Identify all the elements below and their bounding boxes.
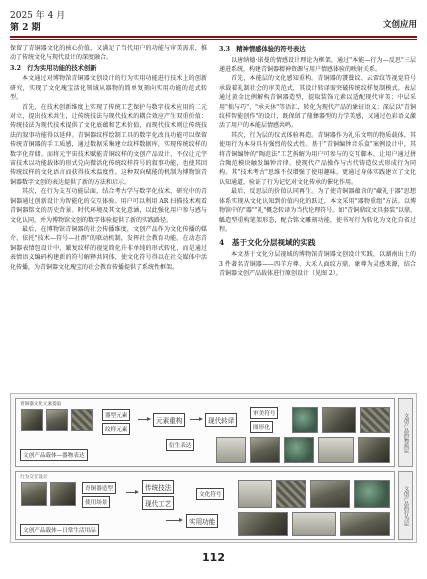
product-image [284, 437, 314, 463]
pattern-image [276, 480, 306, 508]
product-image [310, 480, 350, 508]
product-image [318, 437, 354, 463]
product-image [340, 512, 390, 536]
pattern-image [360, 407, 390, 433]
paragraph: 保留了青铜器文化的核心价值，又满足了当代用户的功能与审美需求，推动了传统文化与现代设计的深度融合。 [10, 45, 207, 62]
diagram-node: 器型元素 [102, 409, 130, 421]
header-year-month: 2025 年 4 月 [10, 11, 66, 21]
product-image [358, 437, 390, 463]
product-image [216, 437, 246, 463]
bronze-vessel-image [21, 409, 43, 431]
product-image [250, 437, 280, 463]
diagram-node: 图形化 [250, 421, 273, 433]
paragraph: 本文基于文化分层视域的博物馆青铜器文创设计实践，以湖南出土的 3 件著名青铜器——四羊方尊、大禾人面纹方鼎、象尊为灵感来源，结合青铜器文创产品载体进行原创设计（见图 2）。 [219, 251, 416, 278]
paragraph: 首先，在技术创新维度上实现了传统工艺保护与数字技术应用的二元对立，提出技术共生，让传统技法与现代技术的耦合效应产生双重价值：传统技法为现代技术提供了文化底蕴和艺术价值，而现代技术则让传统技法的叙事功能得以延伸。青铜器纹样绘制工具的数字化改良功能可以保留传统青铜器的手工质感，通过数据采集建立纹样数据库，实现传统纹样的数字化存储。而将元宇宙技术赋能青铜纹样的文创产品设计，不仅让元宇宙技术以功能载体的形式兑向微活化传统纹样符号的叙事功能，也使其因传统纹样的文化语言而获得技术温度性。这种双向赋能的机制为博物馆青铜器数字文创的表达提供了新的方法和启示。 [10, 103, 207, 186]
diagram-node: 衍生表达 [166, 439, 194, 451]
product-image [292, 512, 336, 536]
bronze-mask-image [322, 407, 356, 433]
paragraph: 以唐纳德·诺曼的情感设计理论为框架，通过"本能—行为—反思"三层递进系统，构建青铜器精神资源与用户情感体验的映射关系。 [219, 56, 416, 73]
bronze-vessel-image [21, 482, 47, 506]
product-image [238, 512, 288, 536]
diagram-node: 现代工艺 [142, 496, 174, 510]
diagram-node: 纹样元素 [102, 423, 130, 435]
paragraph: 其次，行为层的仪式体验再造。青铜器作为礼乐文明的物质载体，其使用行为本身具有强烈的仪式性。基于"青铜编钟音乐盒"案例设计中，其将青铜编钟的"陶范法"工艺拆解为用户可参与的交互脚本，让用户通过拼合陶范模块触发编钟音律。使现代产品操作与古代铸造仪式形成行为同构。其"技术考古"思维不仅增强了使用趣味，更通过身体实践建立了文化认知通道，验证了行为记忆对文化传承的催化作用。 [219, 131, 416, 186]
left-column [10, 44, 207, 272]
diagram-node: 使用场景 [82, 496, 110, 508]
diagram-node: 现代转译 [205, 413, 237, 427]
diagram-node: 青铜器造型 [82, 482, 116, 494]
bronze-vessel-image [50, 482, 76, 506]
diagram-node: 审美符号 [250, 407, 278, 419]
header-rule-thin [10, 39, 417, 40]
panel-title: 行为交互设计 [20, 475, 48, 480]
header-issue: 第 2 期 [10, 23, 41, 33]
diagram-node: 文创产品载体—器物表达 [20, 449, 88, 461]
product-image [354, 480, 390, 508]
arrow-icon [179, 518, 183, 522]
paragraph: 最后，反思层的价值认同再生。为了使青铜器蕴含的"藏礼于器"思想体系实现从文化认知到价值内化的跃迁，本文采用"器物重组"方法。以博物馆中的"器""礼"概念转译为当代伦理符号。如"青铜鼎纹文具套装"以鼎、觚造型重构笔架形态，配合铭文雕刻功能，使书写行为转化为文化自省过程。 [219, 188, 416, 233]
diagram-node: 实用功能 [186, 514, 218, 528]
figure-2-design-diagram [10, 393, 417, 543]
header-issue-info [10, 10, 65, 34]
material-layer-label: 文创产品的物质层 [398, 398, 413, 467]
jade-artifact-image [292, 407, 318, 433]
diagram-node: 元素重构 [153, 413, 185, 427]
panel-title: 青铜器文化元素提取 [20, 402, 62, 407]
section-heading-3-2: 3.2 行为实用功能的技术创新 [10, 64, 97, 72]
right-column [219, 44, 416, 279]
diagram-node: 文化符号 [196, 488, 224, 500]
material-layer-panel [15, 398, 395, 467]
paragraph: 首先，本能层的文化感知重构。青铜器的饕餮纹、云雷纹等视觉符号承载着礼制社会的审美范式，其设计转译需突破传统纹样复制模式。表层通过黄金比例解构青铜器造型，提取装饰元素以适配现代审美；中层采用"拙与巧"、"承天休"等语汇，转化为现代产品的象征语义；深层以"青铜纹样智能创作"的设计，既保留了鼎彝器型的力学美感，又通过色彩语义激活了用户的本能层情感共鸣。 [219, 75, 416, 130]
product-image [238, 480, 272, 508]
diagram-node: 文创产品载体—日常生活用品 [20, 524, 99, 536]
header-rule [10, 36, 417, 38]
paragraph: 其次，在行为支互功能层面，结合考古学与数字化技术，研究中的青铜器通过创新设计为智能化的交互体验。用户可以利用 AR 扫描技术观看青铜器铭文的历史背景、时代环境及其文化意涵，以此强化用户参与感与文化认同，并为博物馆文创的数字体验提供了新的实践路径。 [10, 188, 207, 224]
pattern-image [71, 409, 93, 431]
connector-line [166, 520, 180, 521]
behavior-layer-panel [15, 471, 395, 540]
section-heading-4: 4 基于文化分层视域的实践 [219, 238, 316, 248]
header-journal-name: 文创应用 [382, 20, 417, 30]
bronze-vessel-image [46, 409, 68, 431]
paragraph: 最后，在博物馆青铜器的社会传播维度，文创产品作为文化传播的媒介，依托"技术—符号—社群"的联动机制，发挥社会教育功能。在动态青铜器表情包设计中，繁复纹样的视觉简化升非单纯的形式转化，而是通过表情语义编码构建新的符号解释共同体，使文化符号得以在社交媒体中活化传播，为青铜器文化瑰宝的社会教育传播提供了系统性框架。 [10, 225, 207, 271]
page-number: 112 [202, 551, 225, 564]
diagram-node: 传统技法 [142, 480, 174, 494]
arrow-icon [147, 417, 151, 421]
section-heading-3-3: 3.3 精神情感体验的符号表达 [219, 46, 306, 53]
arrow-icon [199, 417, 203, 421]
paragraph: 本文通过对博物馆青铜器文创设计的行为实用功能进行技术上的创新研究，实现了文化瑰宝活化领域从器物的简单复刻向实用功能的范式转型。 [10, 75, 207, 102]
behavior-layer-label: 文创产品的行为层 [398, 471, 413, 540]
arrow-icon [135, 490, 139, 494]
